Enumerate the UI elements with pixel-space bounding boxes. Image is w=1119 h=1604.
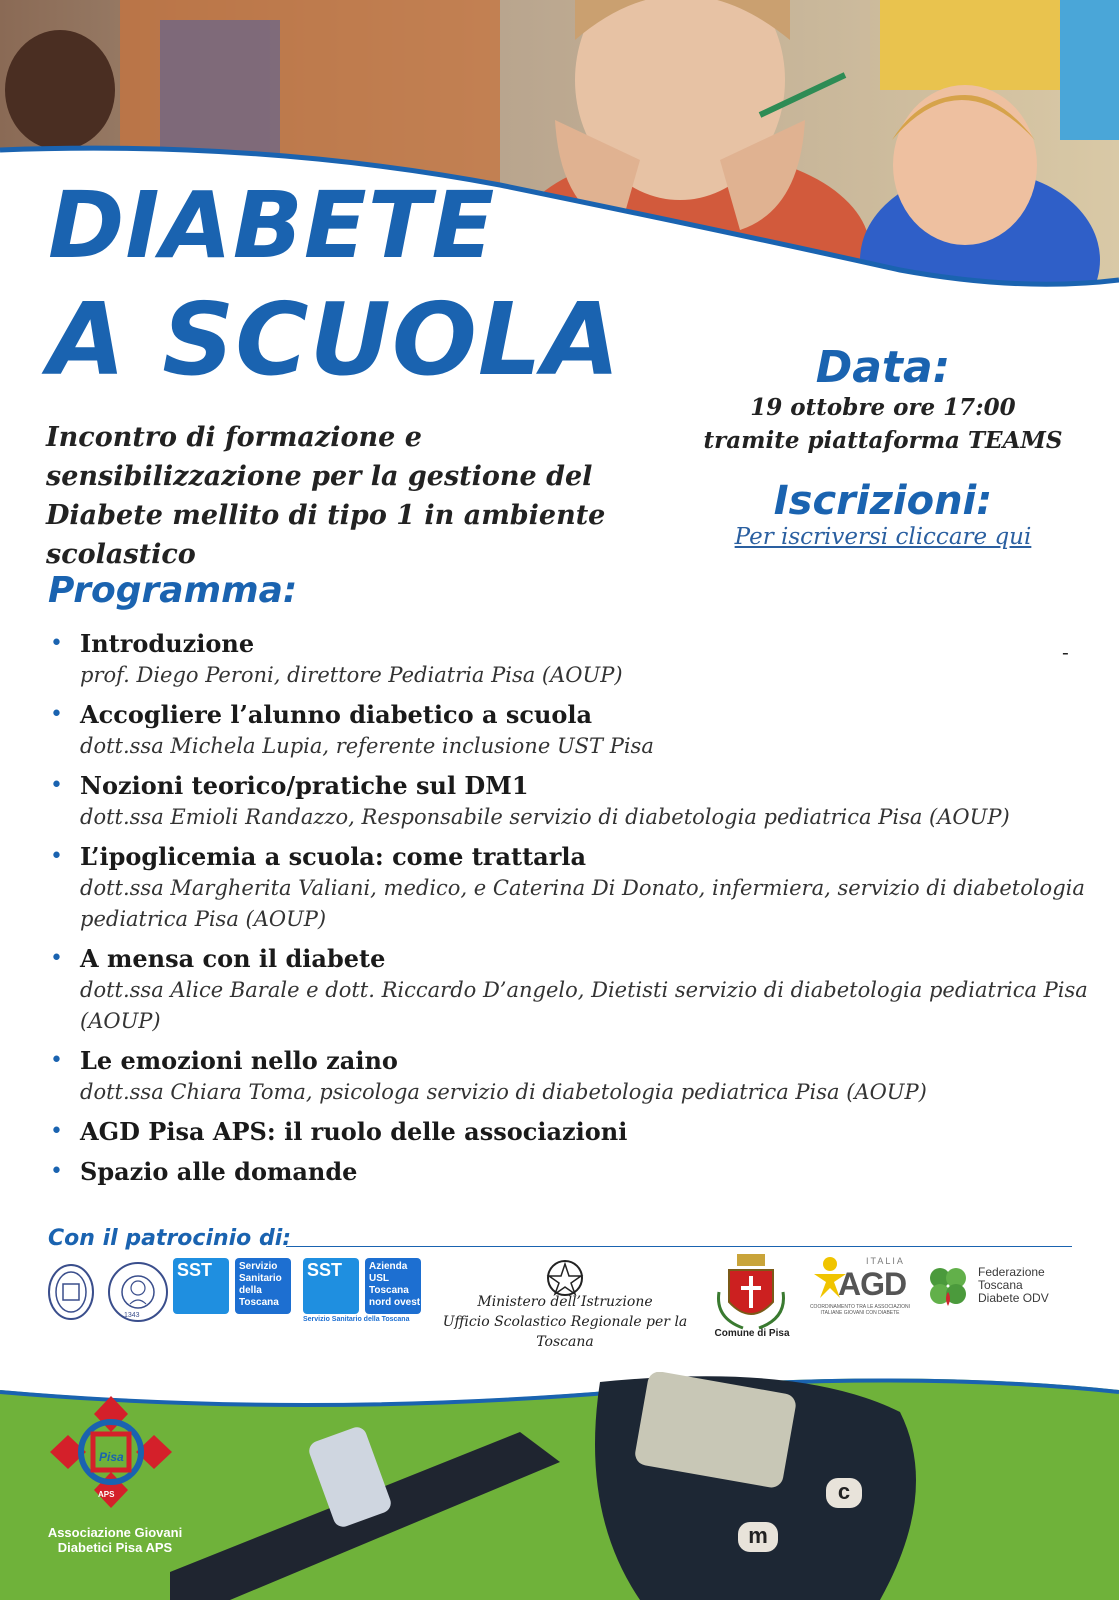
sst1-text: [239, 1261, 282, 1309]
agd-italia-small: ITALIA: [866, 1256, 905, 1266]
program-item-title: AGD Pisa APS: il ruolo delle associazioni: [80, 1117, 628, 1146]
program-item-title: Le emozioni nello zaino: [80, 1046, 398, 1075]
bullet-icon: •: [50, 773, 63, 798]
sst1-line: della: [239, 1285, 262, 1296]
program-item: [48, 770, 1098, 833]
stray-dash: -: [1062, 640, 1069, 664]
sst2-line: nord ovest: [369, 1297, 421, 1308]
program-item-speaker: dott.ssa Alice Barale e dott. Riccardo D’angelo, Dietisti servizio di diabetologia pediatrica Pisa (AOUP): [80, 978, 1088, 1033]
sst-logo-1: [173, 1258, 291, 1316]
program-item: [48, 1156, 1098, 1188]
program-item-speaker: dott.ssa Emioli Randazzo, Responsabile servizio di diabetologia pediatrica Pisa (AOUP): [80, 805, 1010, 829]
unipi-year: 1343: [124, 1312, 140, 1319]
program-item-title: Accogliere l’alunno diabetico a scuola: [80, 700, 593, 729]
federazione-clover-icon: [924, 1262, 972, 1310]
federazione-line: Federazione: [978, 1265, 1045, 1279]
program-item-title: A mensa con il diabete: [80, 944, 386, 973]
title-line-1: DIABETE: [48, 172, 496, 279]
agd-pisa-name-line: Diabetici Pisa APS: [57, 1540, 173, 1555]
ministero-text: [425, 1292, 705, 1352]
title-line-2: A SCUOLA: [48, 281, 621, 398]
data-heading: Data:: [815, 342, 951, 393]
programma-heading: Programma:: [48, 570, 298, 611]
federazione-line: Toscana: [978, 1278, 1023, 1292]
event-platform: tramite piattaforma TEAMS: [703, 427, 1063, 454]
meter-button-c: c: [826, 1478, 862, 1508]
bullet-icon: •: [50, 1119, 63, 1144]
sst2-line: Toscana: [369, 1285, 409, 1296]
program-item-title: Introduzione: [80, 629, 255, 658]
program-item-speaker: prof. Diego Peroni, direttore Pediatria Pisa (AOUP): [80, 663, 623, 687]
sponsor-logos: [40, 1256, 1080, 1382]
program-item: [48, 628, 1098, 691]
bullet-icon: •: [50, 631, 63, 656]
agd-pisa-name: [40, 1525, 190, 1555]
agd-italia-logo: [808, 1256, 912, 1324]
aoup-seal-icon: [46, 1262, 96, 1322]
program-item: [48, 943, 1098, 1037]
federazione-text: [978, 1266, 1049, 1305]
subtitle: Incontro di formazione e sensibilizzazione per la gestione del Diabete mellito di tipo 1 in ambiente scolastico: [46, 422, 606, 570]
sst2-line: Azienda: [369, 1261, 408, 1272]
sst1-line: Sanitario: [239, 1273, 282, 1284]
program-item-speaker: dott.ssa Michela Lupia, referente inclusione UST Pisa: [80, 734, 654, 758]
agd-italia-big: AGD: [838, 1266, 907, 1302]
bullet-icon: •: [50, 844, 63, 869]
federazione-line: Diabete ODV: [978, 1291, 1049, 1305]
bullet-icon: •: [50, 702, 63, 727]
program-item-speaker: dott.ssa Margherita Valiani, medico, e Caterina Di Donato, infermiera, servizio di diabetologia pediatrica Pisa (AOUP): [80, 876, 1085, 931]
agd-pisa-word: Pisa: [99, 1450, 124, 1464]
sst-badge: SST: [307, 1260, 343, 1280]
event-date: 19 ottobre ore 17:00: [750, 394, 1016, 421]
sst-logo-2: [303, 1258, 421, 1326]
registration-link[interactable]: Per iscriversi cliccare qui: [734, 524, 1032, 550]
program-item: [48, 699, 1098, 762]
program-item: [48, 841, 1098, 935]
comune-pisa-crest-icon: [713, 1252, 789, 1334]
bullet-icon: •: [50, 946, 63, 971]
sst2-caption: Servizio Sanitario della Toscana: [303, 1316, 410, 1323]
program-item-title: Nozioni teorico/pratiche sul DM1: [80, 771, 529, 800]
patrocinio-divider: [286, 1246, 1072, 1247]
sst-badge: SST: [177, 1260, 213, 1280]
comune-label: Comune di Pisa: [714, 1328, 790, 1339]
iscrizioni-heading: Iscrizioni:: [773, 478, 993, 524]
program-item-speaker: dott.ssa Chiara Toma, psicologa servizio di diabetologia pediatrica Pisa (AOUP): [80, 1080, 927, 1104]
agd-italia-caption: COORDINAMENTO TRA LE ASSOCIAZIONI ITALIANE GIOVANI CON DIABETE: [809, 1304, 911, 1316]
sst1-line: Toscana: [239, 1297, 279, 1308]
sst2-line: USL: [369, 1273, 389, 1284]
bullet-icon: •: [50, 1048, 63, 1073]
program-item-title: L’ipoglicemia a scuola: come trattarla: [80, 842, 587, 871]
agd-pisa-name-line: Associazione Giovani: [47, 1525, 183, 1540]
program-item: [48, 1045, 1098, 1108]
ministero-line1: Ministero dell’Istruzione: [477, 1294, 653, 1310]
patrocinio-heading: Con il patrocinio di:: [48, 1226, 292, 1251]
agd-pisa-badge: APS: [98, 1490, 115, 1499]
ministero-line2: Ufficio Scolastico Regionale per la Toscana: [442, 1314, 688, 1350]
bullet-icon: •: [50, 1159, 63, 1184]
sst2-text: [369, 1261, 420, 1309]
program-list: [48, 628, 1098, 1196]
sst1-line: Servizio: [239, 1261, 278, 1272]
program-item-title: Spazio alle domande: [80, 1157, 358, 1186]
program-item: [48, 1116, 1098, 1148]
meter-button-m: m: [738, 1522, 778, 1552]
